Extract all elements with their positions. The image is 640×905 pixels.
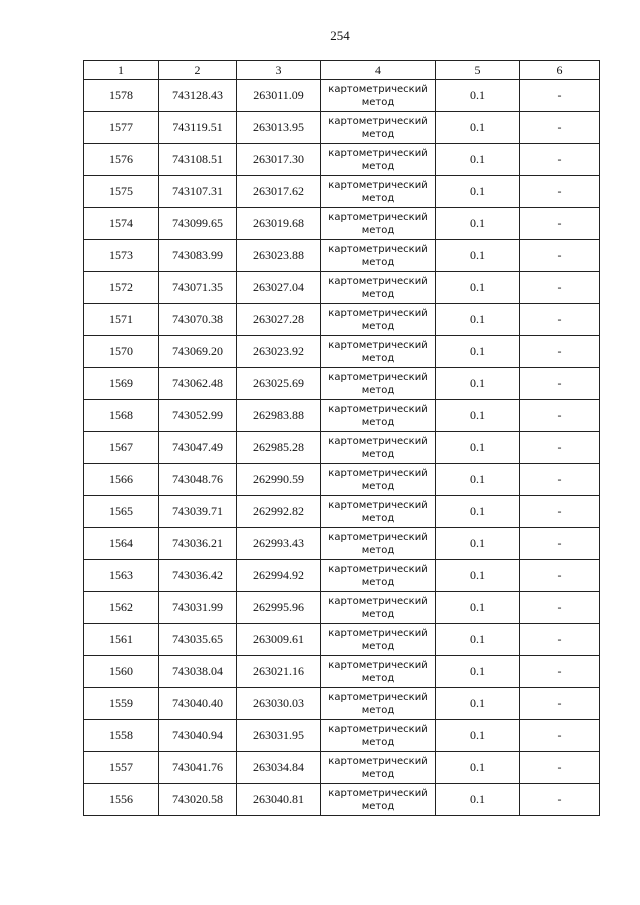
method-cell — [321, 400, 436, 432]
table-row — [84, 80, 600, 112]
method-text-line-2: метод — [361, 448, 395, 460]
point-number-cell: 1559 — [84, 688, 159, 720]
table-row — [84, 208, 600, 240]
method-text-line-1: картометрический — [328, 723, 428, 735]
point-number-cell: 1563 — [84, 560, 159, 592]
accuracy-cell: 0.1 — [436, 144, 520, 176]
method-text-line-2: метод — [361, 416, 395, 428]
x-coordinate-cell: 743083.99 — [159, 240, 237, 272]
method-text-line-2: метод — [361, 288, 395, 300]
y-coordinate-cell: 262994.92 — [237, 560, 321, 592]
y-coordinate-cell: 263011.09 — [237, 80, 321, 112]
note-cell: - — [520, 304, 600, 336]
note-cell: - — [520, 336, 600, 368]
method-text-line-1: картометрический — [328, 403, 428, 415]
method-text-line-1: картометрический — [328, 147, 428, 159]
x-coordinate-cell: 743107.31 — [159, 176, 237, 208]
x-coordinate-cell: 743041.76 — [159, 752, 237, 784]
x-coordinate-cell: 743038.04 — [159, 656, 237, 688]
point-number-cell: 1562 — [84, 592, 159, 624]
method-text-line-2: метод — [361, 352, 395, 364]
note-cell: - — [520, 656, 600, 688]
accuracy-cell: 0.1 — [436, 304, 520, 336]
table-header — [84, 61, 600, 80]
point-number-cell: 1558 — [84, 720, 159, 752]
table-row — [84, 720, 600, 752]
method-text-line-2: метод — [361, 256, 395, 268]
y-coordinate-cell: 263027.04 — [237, 272, 321, 304]
method-text-line-1: картометрический — [328, 787, 428, 799]
method-text-line-2: метод — [361, 192, 395, 204]
x-coordinate-cell: 743035.65 — [159, 624, 237, 656]
y-coordinate-cell: 263013.95 — [237, 112, 321, 144]
table-row — [84, 240, 600, 272]
accuracy-cell: 0.1 — [436, 80, 520, 112]
table-row — [84, 656, 600, 688]
y-coordinate-cell: 262983.88 — [237, 400, 321, 432]
note-cell: - — [520, 688, 600, 720]
method-text-line-1: картометрический — [328, 627, 428, 639]
point-number-cell: 1566 — [84, 464, 159, 496]
method-cell — [321, 688, 436, 720]
accuracy-cell: 0.1 — [436, 400, 520, 432]
y-coordinate-cell: 263023.92 — [237, 336, 321, 368]
method-cell — [321, 80, 436, 112]
y-coordinate-cell: 263017.30 — [237, 144, 321, 176]
method-text-line-2: метод — [361, 96, 395, 108]
method-cell — [321, 208, 436, 240]
method-text-line-1: картометрический — [328, 275, 428, 287]
note-cell: - — [520, 592, 600, 624]
table-row — [84, 144, 600, 176]
note-cell: - — [520, 720, 600, 752]
method-text-line-1: картометрический — [328, 83, 428, 95]
method-text-line-1: картометрический — [328, 371, 428, 383]
accuracy-cell: 0.1 — [436, 176, 520, 208]
method-cell — [321, 272, 436, 304]
note-cell: - — [520, 528, 600, 560]
method-text-line-2: метод — [361, 640, 395, 652]
x-coordinate-cell: 743048.76 — [159, 464, 237, 496]
x-coordinate-cell: 743071.35 — [159, 272, 237, 304]
x-coordinate-cell: 743031.99 — [159, 592, 237, 624]
x-coordinate-cell: 743047.49 — [159, 432, 237, 464]
x-coordinate-cell: 743119.51 — [159, 112, 237, 144]
method-text-line-2: метод — [361, 512, 395, 524]
method-text-line-2: метод — [361, 768, 395, 780]
point-number-cell: 1577 — [84, 112, 159, 144]
x-coordinate-cell: 743020.58 — [159, 784, 237, 816]
accuracy-cell: 0.1 — [436, 432, 520, 464]
method-text-line-1: картометрический — [328, 467, 428, 479]
method-text-line-1: картометрический — [328, 339, 428, 351]
header-col-3: 3 — [237, 61, 321, 80]
note-cell: - — [520, 80, 600, 112]
table-row — [84, 784, 600, 816]
y-coordinate-cell: 263009.61 — [237, 624, 321, 656]
table-body — [84, 80, 600, 816]
table-row — [84, 432, 600, 464]
table-row — [84, 112, 600, 144]
y-coordinate-cell: 262990.59 — [237, 464, 321, 496]
method-text-line-1: картометрический — [328, 755, 428, 767]
page-number: 254 — [330, 28, 350, 43]
note-cell: - — [520, 752, 600, 784]
y-coordinate-cell: 263025.69 — [237, 368, 321, 400]
method-cell — [321, 176, 436, 208]
note-cell: - — [520, 496, 600, 528]
method-text-line-2: метод — [361, 608, 395, 620]
method-text-line-2: метод — [361, 704, 395, 716]
method-cell — [321, 112, 436, 144]
method-text-line-1: картометрический — [328, 243, 428, 255]
table-row — [84, 752, 600, 784]
point-number-cell: 1578 — [84, 80, 159, 112]
point-number-cell: 1560 — [84, 656, 159, 688]
header-col-4: 4 — [321, 61, 436, 80]
method-text-line-2: метод — [361, 320, 395, 332]
x-coordinate-cell: 743108.51 — [159, 144, 237, 176]
note-cell: - — [520, 112, 600, 144]
x-coordinate-cell: 743040.40 — [159, 688, 237, 720]
y-coordinate-cell: 262995.96 — [237, 592, 321, 624]
accuracy-cell: 0.1 — [436, 560, 520, 592]
method-text-line-2: метод — [361, 384, 395, 396]
method-text-line-2: метод — [361, 800, 395, 812]
point-number-cell: 1561 — [84, 624, 159, 656]
point-number-cell: 1570 — [84, 336, 159, 368]
accuracy-cell: 0.1 — [436, 496, 520, 528]
y-coordinate-cell: 262992.82 — [237, 496, 321, 528]
note-cell: - — [520, 464, 600, 496]
method-cell — [321, 528, 436, 560]
header-col-5: 5 — [436, 61, 520, 80]
method-text-line-2: метод — [361, 672, 395, 684]
x-coordinate-cell: 743128.43 — [159, 80, 237, 112]
point-number-cell: 1574 — [84, 208, 159, 240]
x-coordinate-cell: 743070.38 — [159, 304, 237, 336]
point-number-cell: 1571 — [84, 304, 159, 336]
method-cell — [321, 432, 436, 464]
note-cell: - — [520, 368, 600, 400]
accuracy-cell: 0.1 — [436, 624, 520, 656]
method-text-line-2: метод — [361, 160, 395, 172]
method-text-line-2: метод — [361, 544, 395, 556]
method-text-line-1: картометрический — [328, 659, 428, 671]
x-coordinate-cell: 743099.65 — [159, 208, 237, 240]
method-cell — [321, 720, 436, 752]
y-coordinate-cell: 263023.88 — [237, 240, 321, 272]
header-col-2: 2 — [159, 61, 237, 80]
note-cell: - — [520, 432, 600, 464]
table-row — [84, 368, 600, 400]
method-text-line-2: метод — [361, 128, 395, 140]
y-coordinate-cell: 263031.95 — [237, 720, 321, 752]
table-row — [84, 496, 600, 528]
method-cell — [321, 624, 436, 656]
point-number-cell: 1557 — [84, 752, 159, 784]
method-text-line-1: картометрический — [328, 691, 428, 703]
method-text-line-1: картометрический — [328, 595, 428, 607]
method-cell — [321, 144, 436, 176]
y-coordinate-cell: 263017.62 — [237, 176, 321, 208]
y-coordinate-cell: 263040.81 — [237, 784, 321, 816]
accuracy-cell: 0.1 — [436, 112, 520, 144]
method-cell — [321, 784, 436, 816]
point-number-cell: 1569 — [84, 368, 159, 400]
header-col-1: 1 — [84, 61, 159, 80]
y-coordinate-cell: 263021.16 — [237, 656, 321, 688]
method-text-line-1: картометрический — [328, 211, 428, 223]
accuracy-cell: 0.1 — [436, 464, 520, 496]
y-coordinate-cell: 263030.03 — [237, 688, 321, 720]
accuracy-cell: 0.1 — [436, 528, 520, 560]
accuracy-cell: 0.1 — [436, 784, 520, 816]
note-cell: - — [520, 208, 600, 240]
table-row — [84, 528, 600, 560]
point-number-cell: 1556 — [84, 784, 159, 816]
accuracy-cell: 0.1 — [436, 208, 520, 240]
accuracy-cell: 0.1 — [436, 752, 520, 784]
method-cell — [321, 592, 436, 624]
point-number-cell: 1573 — [84, 240, 159, 272]
note-cell: - — [520, 240, 600, 272]
table-row — [84, 592, 600, 624]
method-text-line-1: картометрический — [328, 531, 428, 543]
y-coordinate-cell: 263034.84 — [237, 752, 321, 784]
method-text-line-2: метод — [361, 480, 395, 492]
point-number-cell: 1567 — [84, 432, 159, 464]
point-number-cell: 1576 — [84, 144, 159, 176]
note-cell: - — [520, 560, 600, 592]
x-coordinate-cell: 743062.48 — [159, 368, 237, 400]
x-coordinate-cell: 743036.42 — [159, 560, 237, 592]
y-coordinate-cell: 262993.43 — [237, 528, 321, 560]
method-cell — [321, 752, 436, 784]
table-row — [84, 560, 600, 592]
x-coordinate-cell: 743036.21 — [159, 528, 237, 560]
table-row — [84, 304, 600, 336]
method-text-line-2: метод — [361, 736, 395, 748]
x-coordinate-cell: 743052.99 — [159, 400, 237, 432]
y-coordinate-cell: 263027.28 — [237, 304, 321, 336]
table-row — [84, 176, 600, 208]
method-text-line-1: картометрический — [328, 499, 428, 511]
note-cell: - — [520, 144, 600, 176]
table-row — [84, 688, 600, 720]
accuracy-cell: 0.1 — [436, 368, 520, 400]
method-cell — [321, 304, 436, 336]
note-cell: - — [520, 272, 600, 304]
accuracy-cell: 0.1 — [436, 592, 520, 624]
table-row — [84, 624, 600, 656]
method-text-line-1: картометрический — [328, 115, 428, 127]
point-number-cell: 1575 — [84, 176, 159, 208]
accuracy-cell: 0.1 — [436, 336, 520, 368]
point-number-cell: 1568 — [84, 400, 159, 432]
point-number-cell: 1572 — [84, 272, 159, 304]
method-text-line-1: картометрический — [328, 307, 428, 319]
method-text-line-1: картометрический — [328, 179, 428, 191]
table-row — [84, 272, 600, 304]
accuracy-cell: 0.1 — [436, 272, 520, 304]
accuracy-cell: 0.1 — [436, 656, 520, 688]
accuracy-cell: 0.1 — [436, 688, 520, 720]
table-row — [84, 464, 600, 496]
method-cell — [321, 656, 436, 688]
x-coordinate-cell: 743040.94 — [159, 720, 237, 752]
header-row — [84, 61, 600, 80]
header-col-6: 6 — [520, 61, 600, 80]
y-coordinate-cell: 263019.68 — [237, 208, 321, 240]
method-cell — [321, 464, 436, 496]
coordinates-table — [83, 60, 600, 816]
method-cell — [321, 336, 436, 368]
x-coordinate-cell: 743039.71 — [159, 496, 237, 528]
accuracy-cell: 0.1 — [436, 240, 520, 272]
point-number-cell: 1564 — [84, 528, 159, 560]
note-cell: - — [520, 176, 600, 208]
note-cell: - — [520, 784, 600, 816]
y-coordinate-cell: 262985.28 — [237, 432, 321, 464]
x-coordinate-cell: 743069.20 — [159, 336, 237, 368]
method-cell — [321, 496, 436, 528]
method-cell — [321, 240, 436, 272]
note-cell: - — [520, 400, 600, 432]
table-row — [84, 400, 600, 432]
method-text-line-1: картометрический — [328, 563, 428, 575]
method-cell — [321, 368, 436, 400]
method-cell — [321, 560, 436, 592]
note-cell: - — [520, 624, 600, 656]
method-text-line-2: метод — [361, 576, 395, 588]
accuracy-cell: 0.1 — [436, 720, 520, 752]
method-text-line-1: картометрический — [328, 435, 428, 447]
method-text-line-2: метод — [361, 224, 395, 236]
point-number-cell: 1565 — [84, 496, 159, 528]
table-row — [84, 336, 600, 368]
